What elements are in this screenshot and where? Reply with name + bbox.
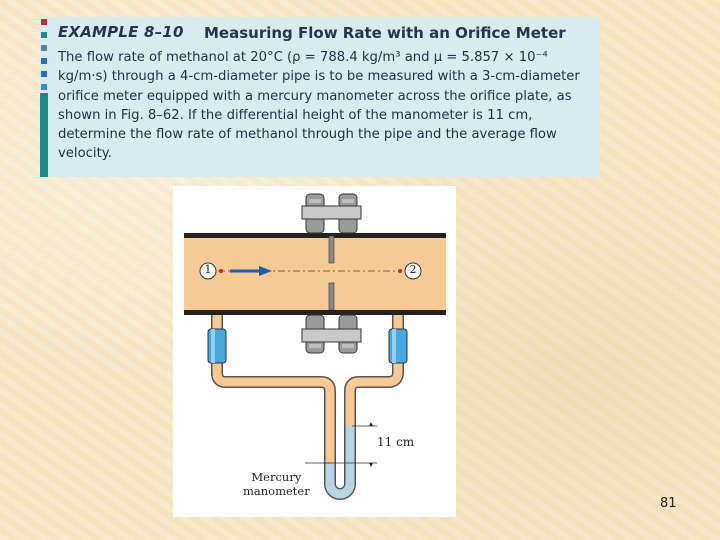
left-valve <box>208 329 226 363</box>
point-2-label: 2 <box>409 263 417 276</box>
teal-marker <box>41 32 47 38</box>
point-2-dot <box>398 269 402 273</box>
orifice-plate-top <box>329 236 334 263</box>
red-marker <box>41 19 47 25</box>
blue-marker <box>41 84 47 90</box>
orifice-plate-bottom <box>329 283 334 310</box>
point-1-dot <box>219 269 223 273</box>
manometer-label-line2: manometer <box>243 484 310 498</box>
example-body: The flow rate of methanol at 20°C (ρ = 788.4 kg/m³ and μ = 5.857 × 10⁻⁴ kg/m·s) through a 4-cm-diameter pipe is to be measured with a 3-cm-diameter orifice meter equipped with a mercury manometer across the orifice plate, as shown in Fig. 8–62. If the differential height of the manometer is 11 cm, determine the flow rate of methanol through the pipe and the average flow velocity. <box>58 50 580 162</box>
height-label: 11 cm <box>377 435 415 449</box>
orifice-meter-drawing <box>173 186 456 517</box>
top-flange-clamp <box>302 194 361 233</box>
orifice-meter-figure <box>173 186 456 517</box>
pipe-bottom-wall <box>184 310 446 315</box>
right-valve <box>389 329 407 363</box>
teal-side-bar <box>40 93 48 177</box>
example-heading: Measuring Flow Rate with an Orifice Meter <box>204 24 566 42</box>
blue-marker <box>41 45 47 51</box>
example-number: EXAMPLE 8–10 <box>58 23 184 41</box>
section-markers <box>40 17 48 177</box>
manometer-label <box>243 470 310 498</box>
bottom-flange-clamp <box>302 315 361 353</box>
blue-marker <box>41 58 47 64</box>
point-1-label: 1 <box>204 263 212 276</box>
manometer-label-line1: Mercury <box>251 470 302 484</box>
page-number: 81 <box>660 496 677 511</box>
pipe-top-wall <box>184 233 446 238</box>
blue-marker <box>41 71 47 77</box>
example-box <box>40 17 600 177</box>
